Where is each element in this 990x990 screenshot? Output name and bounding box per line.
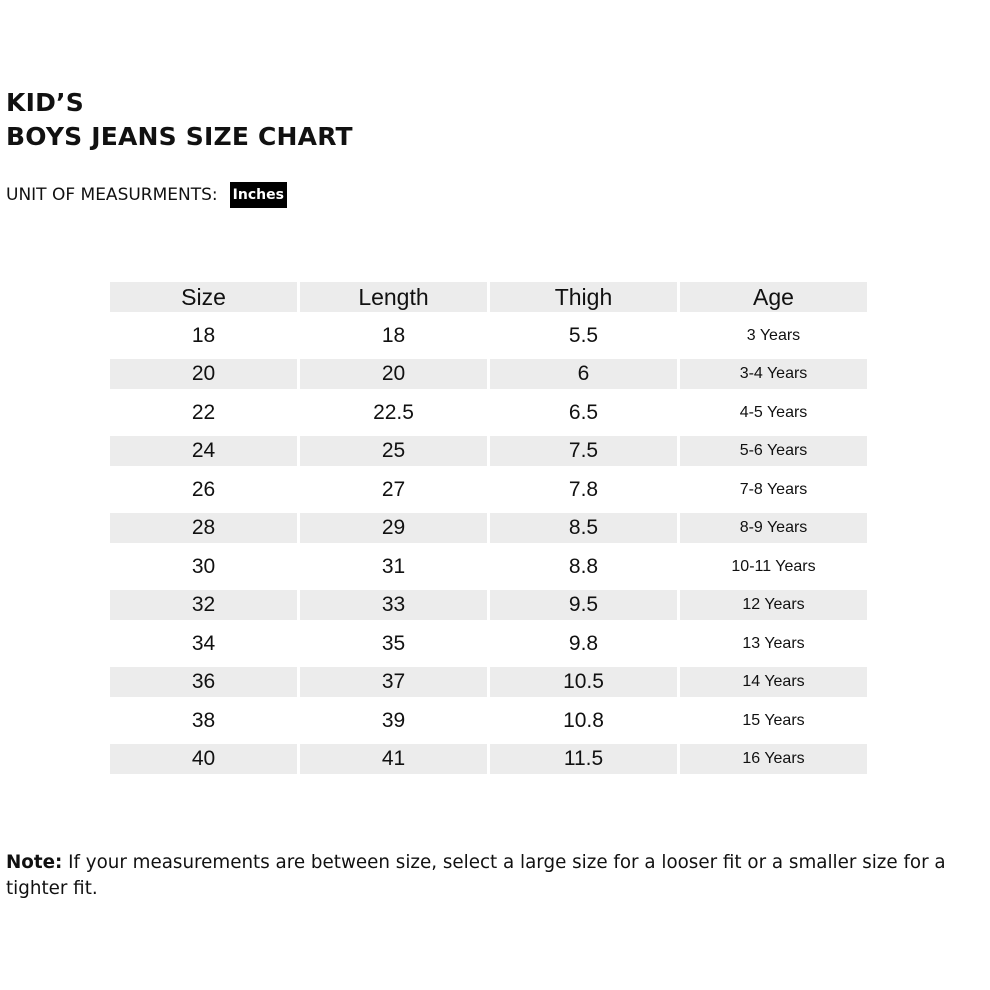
unit-of-measurement [6,181,287,209]
cell-length: 35 [381,631,406,655]
cell-length: 22.5 [373,400,414,424]
cell-age: 3-4 Years [680,359,867,389]
size-note [6,850,981,902]
note-label: Note: [6,852,63,873]
table-row [110,471,870,510]
table-row [110,548,870,587]
table-row [110,355,870,394]
title-line-kids: KID’S [6,88,84,117]
cell-size: 30 [191,554,216,578]
cell-length: 25 [300,436,487,466]
cell-thigh: 8.5 [490,513,677,543]
header-size: Size [110,282,297,312]
cell-size: 36 [110,667,297,697]
cell-size: 38 [191,708,216,732]
table-row [110,586,870,625]
cell-size: 18 [191,323,216,347]
table-header-row [110,278,870,317]
cell-length: 18 [381,323,406,347]
table-row [110,509,870,548]
cell-thigh: 9.5 [490,590,677,620]
cell-age: 14 Years [680,667,867,697]
cell-size: 20 [110,359,297,389]
cell-size: 40 [110,744,297,774]
table-body [110,317,870,779]
cell-thigh: 8.8 [568,554,599,578]
note-text: If your measurements are between size, select a large size for a looser fit or a smaller size for a tighter fit. [6,852,946,899]
cell-age: 15 Years [742,711,805,729]
cell-size: 28 [110,513,297,543]
cell-length: 41 [300,744,487,774]
cell-thigh: 10.8 [563,708,604,732]
cell-thigh: 6.5 [568,400,599,424]
cell-length: 31 [381,554,406,578]
size-chart-table [110,278,870,779]
table-row [110,317,870,356]
cell-length: 37 [300,667,487,697]
table-row [110,394,870,433]
table-row [110,663,870,702]
cell-age: 12 Years [680,590,867,620]
cell-size: 22 [191,400,216,424]
cell-age: 10-11 Years [731,557,816,575]
cell-age: 16 Years [680,744,867,774]
table-row [110,432,870,471]
title-line-chart: BOYS JEANS SIZE CHART [6,122,353,151]
cell-length: 20 [300,359,487,389]
unit-label: UNIT OF MEASURMENTS: [6,185,218,205]
cell-age: 7-8 Years [739,480,808,498]
cell-thigh: 11.5 [490,744,677,774]
table-row [110,625,870,664]
cell-length: 27 [381,477,406,501]
cell-age: 13 Years [742,634,805,652]
header-thigh: Thigh [490,282,677,312]
cell-thigh: 7.8 [568,477,599,501]
unit-badge: Inches [230,182,287,208]
cell-thigh: 7.5 [490,436,677,466]
cell-length: 33 [300,590,487,620]
cell-thigh: 10.5 [490,667,677,697]
header-length: Length [300,282,487,312]
cell-age: 3 Years [746,326,801,344]
cell-age: 8-9 Years [680,513,867,543]
cell-thigh: 9.8 [568,631,599,655]
cell-size: 34 [191,631,216,655]
cell-age: 5-6 Years [680,436,867,466]
table-row [110,740,870,779]
cell-age: 4-5 Years [739,403,808,421]
cell-thigh: 5.5 [568,323,599,347]
page-title [6,86,353,154]
cell-size: 24 [110,436,297,466]
cell-length: 29 [300,513,487,543]
header-age: Age [680,282,867,312]
cell-length: 39 [381,708,406,732]
table-row [110,702,870,741]
cell-size: 26 [191,477,216,501]
cell-thigh: 6 [490,359,677,389]
cell-size: 32 [110,590,297,620]
